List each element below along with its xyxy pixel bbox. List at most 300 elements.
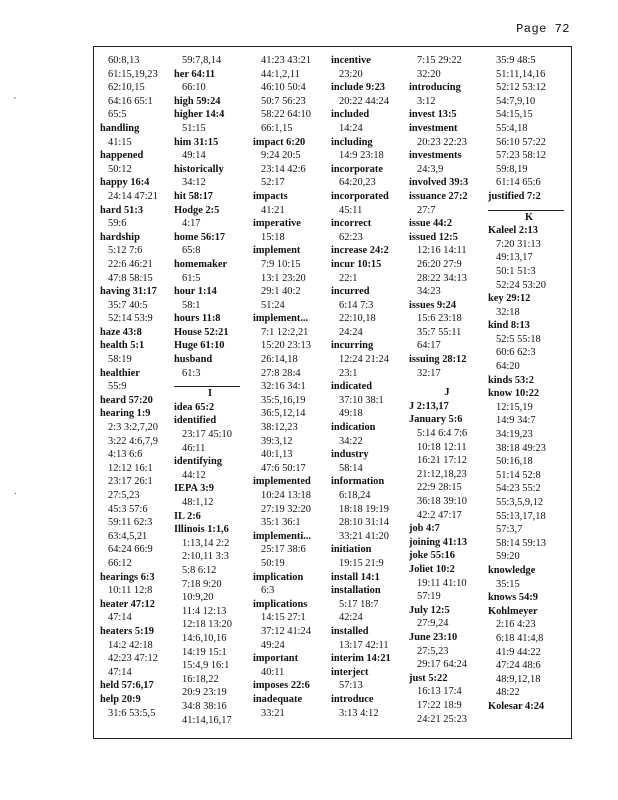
index-reference: 14:2 42:18 — [108, 639, 153, 651]
index-term: just 5:22 — [409, 672, 448, 684]
index-reference: 5:8 6:12 — [182, 564, 217, 576]
index-term: House 52:21 — [174, 326, 229, 338]
index-reference: 57:13 — [339, 680, 363, 692]
index-term: issuing 28:12 — [409, 354, 467, 366]
index-reference: 27:5,23 — [417, 645, 449, 657]
index-reference: 3:13 4:12 — [339, 707, 379, 719]
index-term: imperative — [253, 218, 301, 230]
index-reference: 7:9 10:15 — [261, 258, 301, 270]
index-term: incurring — [331, 340, 374, 352]
index-reference: 50:16,18 — [496, 456, 533, 468]
index-reference: 45:11 — [339, 204, 363, 216]
index-reference: 10:11 12:8 — [108, 585, 153, 597]
margin-mark: ' — [14, 96, 16, 107]
index-term: implications — [253, 598, 308, 610]
index-term: incorporate — [331, 163, 383, 175]
index-reference: 38:18 49:23 — [496, 442, 546, 454]
index-reference: 61:14 65:6 — [496, 177, 541, 189]
index-reference: 35:5,16,19 — [261, 394, 306, 406]
index-reference: 33:21 — [261, 707, 285, 719]
index-column-6 — [488, 54, 570, 714]
index-term: investments — [409, 150, 462, 162]
index-reference: 59:6 — [108, 218, 127, 230]
index-reference: 41:21 — [261, 204, 285, 216]
index-reference: 2:16 4:23 — [496, 619, 536, 631]
index-reference: 10:18 12:11 — [417, 441, 467, 453]
index-reference: 41:23 43:21 — [261, 55, 311, 66]
index-reference: 59:11 62:3 — [108, 517, 153, 529]
index-reference: 42:2 47:17 — [417, 509, 462, 521]
index-reference: 31:6 53:5,5 — [108, 707, 156, 719]
index-reference: 4:17 — [182, 218, 201, 230]
index-reference: 5:17 18:7 — [339, 598, 379, 610]
index-term: held 57:6,17 — [100, 680, 154, 692]
index-reference: 23:14 42:6 — [261, 163, 306, 175]
index-term: issued 12:5 — [409, 231, 458, 243]
index-reference: 6:18 41:4,8 — [496, 632, 544, 644]
index-term: key 29:12 — [488, 293, 531, 305]
index-reference: 63:4,5,21 — [108, 530, 148, 542]
index-reference: 46:10 50:4 — [261, 82, 306, 94]
index-reference: 48:22 — [496, 687, 520, 699]
index-reference: 13:1 23:20 — [261, 272, 306, 284]
index-reference: 58:14 — [339, 462, 363, 474]
index-term: implementi... — [253, 530, 312, 542]
index-reference: 54:23 55:2 — [496, 483, 541, 495]
index-reference: 28:10 31:14 — [339, 517, 389, 529]
index-reference: 15:6 23:18 — [417, 313, 462, 325]
index-term: installed — [331, 625, 369, 637]
index-column-1 — [100, 54, 166, 720]
index-reference: 22:6 46:21 — [108, 258, 153, 270]
index-term: joining 41:13 — [409, 536, 468, 548]
index-term: identifying — [174, 456, 222, 468]
index-reference: 60:6 62:3 — [496, 347, 536, 359]
index-reference: 66:1,15 — [261, 122, 293, 134]
index-reference: 25:17 38:6 — [261, 544, 306, 556]
index-reference: 65:5 — [108, 109, 127, 121]
index-reference: 7:1 12:2,21 — [261, 326, 309, 338]
index-term: Hodge 2:5 — [174, 204, 220, 216]
index-reference: 58:1 — [182, 299, 201, 311]
index-column-5 — [409, 54, 485, 726]
index-term: heard 57:20 — [100, 394, 153, 406]
index-term: included — [331, 109, 370, 121]
index-reference: 55:3,5,9,12 — [496, 497, 544, 508]
index-reference: 50:19 — [261, 557, 285, 569]
index-reference: 60:8,13 — [108, 55, 140, 66]
index-term: invest 13:5 — [409, 109, 457, 121]
index-reference: 44:1,2,11 — [261, 68, 300, 80]
index-reference: 27:7 — [417, 204, 436, 216]
index-reference: 34:8 38:16 — [182, 700, 227, 712]
index-reference: 39:3,12 — [261, 435, 293, 447]
index-reference: 22:10,18 — [339, 313, 376, 325]
index-reference: 65:8 — [182, 245, 201, 257]
index-reference: 50:7 56:23 — [261, 95, 306, 107]
index-reference: 15:4,9 16:1 — [182, 660, 230, 672]
index-reference: 22:9 28:15 — [417, 482, 462, 494]
index-reference: 49:18 — [339, 408, 363, 420]
index-term: haze 43:8 — [100, 326, 142, 338]
index-reference: 59:8,19 — [496, 163, 528, 175]
index-term: introduce — [331, 693, 374, 705]
index-reference: 55:4,18 — [496, 122, 528, 134]
index-term: having 31:17 — [100, 286, 157, 298]
index-term: June 23:10 — [409, 631, 458, 643]
index-reference: 41:15 — [108, 136, 132, 148]
index-reference: 58:14 59:13 — [496, 537, 546, 549]
index-reference: 58:22 64:10 — [261, 109, 311, 121]
index-term: kind 8:13 — [488, 320, 530, 332]
index-reference: 17:22 18:9 — [417, 699, 462, 711]
index-reference: 35:9 48:5 — [496, 55, 536, 66]
index-reference: 54:15,15 — [496, 109, 533, 121]
index-reference: 15:20 23:13 — [261, 340, 311, 352]
index-term: kinds 53:2 — [488, 374, 534, 386]
index-term: healthier — [100, 367, 140, 379]
index-term: implemented — [253, 476, 311, 488]
index-reference: 47:14 — [108, 666, 132, 678]
index-term: Kaleel 2:13 — [488, 225, 538, 237]
index-term: indicated — [331, 381, 372, 393]
index-term: happy 16:4 — [100, 177, 150, 189]
index-column-4 — [331, 54, 407, 720]
index-reference: 12:12 16:1 — [108, 462, 153, 474]
index-term: January 5:6 — [409, 414, 463, 426]
index-reference: 34:12 — [182, 177, 206, 189]
index-reference: 32:20 — [417, 68, 441, 80]
index-term: higher 14:4 — [174, 109, 225, 121]
index-reference: 49:24 — [261, 639, 285, 651]
index-reference: 20:23 22:23 — [417, 136, 467, 148]
index-reference: 61:3 — [182, 367, 201, 379]
index-term: hard 51:3 — [100, 204, 144, 216]
index-term: introducing — [409, 82, 461, 94]
index-term: hit 58:17 — [174, 190, 213, 202]
index-term: hearings 6:3 — [100, 571, 155, 583]
index-reference: 49:13,17 — [496, 252, 533, 264]
index-term: information — [331, 476, 385, 488]
index-reference: 58:19 — [108, 354, 132, 366]
index-term: industry — [331, 449, 369, 461]
index-term: July 12:5 — [409, 604, 450, 616]
index-reference: 32:17 — [417, 367, 441, 379]
index-term: implement — [253, 245, 301, 257]
index-term: investment — [409, 122, 458, 134]
index-reference: 20:22 44:24 — [339, 95, 389, 107]
index-reference: 19:11 41:10 — [417, 577, 467, 589]
index-reference: 34:22 — [339, 435, 363, 447]
index-reference: 27:5,23 — [108, 490, 140, 501]
index-reference: 24:14 47:21 — [108, 190, 158, 202]
index-term: high 59:24 — [174, 95, 221, 107]
index-term: install 14:1 — [331, 571, 380, 583]
index-reference: 35:7 55:11 — [417, 326, 462, 338]
index-reference: 29:17 64:24 — [417, 659, 467, 671]
index-term: husband — [174, 354, 213, 366]
index-reference: 6:18,24 — [339, 490, 371, 501]
index-term: incur 10:15 — [331, 258, 382, 270]
index-reference: 3:22 4:6,7,9 — [108, 435, 158, 447]
index-reference: 66:10 — [182, 82, 206, 94]
index-term: imposes 22:6 — [253, 680, 310, 692]
index-reference: 6:3 — [261, 585, 275, 597]
index-term: IL 2:6 — [174, 510, 201, 522]
index-reference: 13:17 42:11 — [339, 639, 389, 651]
index-reference: 2:3 3:2,7,20 — [108, 422, 158, 434]
index-reference: 35:1 36:1 — [261, 517, 301, 529]
index-reference: 26:14,18 — [261, 354, 298, 366]
index-reference: 23:17 26:1 — [108, 476, 153, 488]
index-term: happened — [100, 150, 144, 162]
index-reference: 16:21 17:12 — [417, 455, 467, 467]
index-term: hours 11:8 — [174, 313, 221, 325]
index-term: home 56:17 — [174, 231, 226, 243]
index-term: heater 47:12 — [100, 598, 155, 610]
index-term: important — [253, 653, 299, 665]
index-term: implement... — [253, 313, 309, 325]
index-reference: 41:9 44:22 — [496, 646, 541, 658]
section-letter: K — [524, 211, 534, 223]
index-term: increase 24:2 — [331, 245, 389, 257]
index-reference: 64:24 66:9 — [108, 544, 153, 556]
margin-mark: . — [14, 486, 17, 497]
index-reference: 20:9 23:19 — [182, 687, 227, 699]
index-reference: 56:10 57:22 — [496, 136, 546, 148]
index-term: implication — [253, 571, 304, 583]
index-term: issues 9:24 — [409, 299, 457, 311]
index-reference: 34:23 — [417, 286, 441, 298]
index-reference: 47:8 58:15 — [108, 272, 153, 284]
index-reference: 32:18 — [496, 306, 520, 318]
index-reference: 14:9 23:18 — [339, 150, 384, 162]
index-term: issuance 27:2 — [409, 190, 468, 202]
index-reference: 21:12,18,23 — [417, 468, 467, 480]
index-reference: 38:12,23 — [261, 422, 298, 434]
index-reference: 27:8 28:4 — [261, 367, 301, 379]
index-reference: 54:7,9,10 — [496, 95, 536, 107]
index-term: homemaker — [174, 258, 228, 270]
index-reference: 5:14 6:4 7:6 — [417, 428, 468, 440]
index-reference: 50:12 — [108, 163, 132, 175]
index-term: identified — [174, 415, 217, 427]
index-reference: 9:24 20:5 — [261, 150, 301, 162]
index-reference: 51:11,14,16 — [496, 68, 546, 80]
index-reference: 6:14 7:3 — [339, 299, 374, 311]
index-reference: 47:14 — [108, 612, 132, 624]
index-reference: 50:1 51:3 — [496, 265, 536, 277]
index-term: including — [331, 136, 373, 148]
index-term: Joliet 10:2 — [409, 563, 455, 575]
index-reference: 26:20 27:9 — [417, 258, 462, 270]
index-term: knowledge — [488, 564, 536, 576]
index-term: Illinois 1:1,6 — [174, 524, 229, 536]
index-reference: 49:14 — [182, 150, 206, 162]
index-reference: 27:19 32:20 — [261, 503, 311, 515]
index-term: Huge 61:10 — [174, 340, 225, 352]
index-reference: 64:20 — [496, 361, 520, 373]
index-reference: 1:13,14 2:2 — [182, 537, 230, 549]
index-term: incorporated — [331, 190, 389, 202]
index-reference: 40:1,13 — [261, 449, 293, 461]
index-term: inadequate — [253, 693, 303, 705]
index-reference: 57:23 58:12 — [496, 150, 546, 162]
index-reference: 52:14 53:9 — [108, 313, 153, 325]
index-reference: 12:15,19 — [496, 401, 533, 413]
index-term: hardship — [100, 231, 140, 243]
index-reference: 10:9,20 — [182, 592, 214, 604]
index-term: job 4:7 — [409, 523, 440, 535]
index-reference: 57:3,7 — [496, 524, 523, 536]
index-term: J 2:13,17 — [409, 400, 449, 412]
index-reference: 24:21 25:23 — [417, 713, 467, 725]
index-term: heaters 5:19 — [100, 625, 154, 637]
index-reference: 51:14 52:8 — [496, 469, 541, 481]
index-reference: 29:1 40:2 — [261, 286, 301, 298]
index-term: hour 1:14 — [174, 286, 217, 298]
index-reference: 33:21 41:20 — [339, 530, 389, 542]
index-reference: 2:10,11 3:3 — [182, 551, 229, 563]
index-reference: 12:16 14:11 — [417, 245, 467, 257]
index-reference: 42:24 — [339, 612, 363, 624]
index-column-3 — [253, 54, 329, 720]
index-term: Kohlmeyer — [488, 605, 538, 617]
index-reference: 37:10 38:1 — [339, 394, 384, 406]
index-reference: 7:15 29:22 — [417, 55, 462, 66]
index-term: initiation — [331, 544, 372, 556]
index-reference: 24:3,9 — [417, 163, 444, 175]
index-reference: 61:15,19,23 — [108, 68, 158, 80]
index-reference: 55:9 — [108, 381, 127, 393]
index-term: joke 55:16 — [409, 550, 455, 562]
index-reference: 45:3 57:6 — [108, 503, 148, 515]
index-reference: 15:18 — [261, 231, 285, 243]
section-letter: J — [444, 387, 450, 399]
index-reference: 14:15 27:1 — [261, 612, 306, 624]
index-term: help 20:9 — [100, 693, 141, 705]
index-term: historically — [174, 163, 224, 175]
index-reference: 12:18 13:20 — [182, 619, 232, 631]
index-reference: 24:24 — [339, 326, 363, 338]
index-term: knows 54:9 — [488, 592, 538, 604]
index-term: handling — [100, 122, 140, 134]
index-reference: 23:17 45:10 — [182, 429, 232, 441]
index-reference: 48:9,12,18 — [496, 673, 541, 685]
index-reference: 14:9 34:7 — [496, 415, 536, 427]
index-reference: 40:11 — [261, 666, 285, 678]
index-reference: 62:10,15 — [108, 82, 145, 94]
index-reference: 57:19 — [417, 591, 441, 603]
index-term: hearing 1:9 — [100, 408, 151, 420]
index-term: include 9:23 — [331, 82, 385, 94]
index-reference: 47:24 48:6 — [496, 660, 541, 672]
index-term: incurred — [331, 286, 370, 298]
index-reference: 23:1 — [339, 367, 358, 379]
index-reference: 66:12 — [108, 557, 132, 569]
index-reference: 36:5,12,14 — [261, 408, 306, 420]
index-term: installation — [331, 585, 381, 597]
index-term: justified 7:2 — [488, 190, 541, 202]
index-term: her 64:11 — [174, 68, 216, 80]
index-reference: 52:5 55:18 — [496, 333, 541, 345]
section-divider — [488, 204, 564, 211]
index-term: indication — [331, 422, 376, 434]
index-term: impact 6:20 — [253, 136, 306, 148]
index-term: IEPA 3:9 — [174, 483, 214, 495]
index-reference: 46:11 — [182, 442, 206, 454]
index-term: impacts — [253, 190, 288, 202]
index-reference: 10:24 13:18 — [261, 490, 311, 501]
index-term: know 10:22 — [488, 388, 540, 400]
index-term: issue 44:2 — [409, 218, 453, 230]
index-reference: 64:17 — [417, 340, 441, 352]
index-reference: 11:4 12:13 — [182, 605, 227, 617]
index-reference: 34:19,23 — [496, 429, 533, 441]
index-reference: 62:23 — [339, 231, 363, 243]
index-reference: 48:1,12 — [182, 497, 214, 508]
index-reference: 52:12 53:12 — [496, 82, 546, 94]
index-reference: 51:24 — [261, 299, 285, 311]
index-reference: 7:18 9:20 — [182, 578, 222, 590]
index-reference: 61:5 — [182, 272, 201, 284]
section-divider — [174, 380, 240, 387]
index-reference: 47:6 50:17 — [261, 462, 306, 474]
index-column-2 — [174, 54, 246, 727]
index-reference: 42:23 47:12 — [108, 653, 158, 665]
index-reference: 59:7,8,14 — [182, 55, 222, 66]
index-reference: 12:24 21:24 — [339, 354, 389, 366]
index-term: involved 39:3 — [409, 177, 469, 189]
index-reference: 52:17 — [261, 177, 285, 189]
index-reference: 64:16 65:1 — [108, 95, 153, 107]
index-term: him 31:15 — [174, 136, 219, 148]
section-letter: I — [207, 388, 213, 400]
index-reference: 5:12 7:6 — [108, 245, 143, 257]
index-term: health 5:1 — [100, 340, 145, 352]
index-reference: 35:7 40:5 — [108, 299, 148, 311]
index-reference: 23:20 — [339, 68, 363, 80]
index-reference: 27:9,24 — [417, 618, 449, 630]
index-reference: 28:22 34:13 — [417, 272, 467, 284]
index-term: incentive — [331, 55, 371, 66]
index-reference: 14:6,10,16 — [182, 632, 227, 644]
index-reference: 19:15 21:9 — [339, 557, 384, 569]
index-reference: 14:19 15:1 — [182, 646, 227, 658]
index-reference: 18:18 19:19 — [339, 503, 389, 515]
index-reference: 16:13 17:4 — [417, 686, 462, 698]
index-reference: 16:18,22 — [182, 673, 219, 685]
index-term: interject — [331, 666, 369, 678]
index-term: idea 65:2 — [174, 401, 215, 413]
index-term: incorrect — [331, 218, 372, 230]
index-reference: 59:20 — [496, 551, 520, 563]
index-reference: 22:1 — [339, 272, 358, 284]
index-reference: 3:12 — [417, 95, 436, 107]
index-reference: 64:20,23 — [339, 177, 376, 189]
index-reference: 36:18 39:10 — [417, 496, 467, 507]
page-number: Page 72 — [516, 22, 570, 36]
index-reference: 4:13 6:6 — [108, 449, 143, 461]
index-reference: 32:16 34:1 — [261, 381, 306, 393]
index-term: Kolesar 4:24 — [488, 700, 545, 712]
index-reference: 14:24 — [339, 122, 363, 134]
index-reference: 44:12 — [182, 469, 206, 481]
index-reference: 51:15 — [182, 122, 206, 134]
index-term: interim 14:21 — [331, 653, 391, 665]
index-reference: 37:12 41:24 — [261, 625, 311, 637]
index-reference: 7:20 31:13 — [496, 238, 541, 250]
